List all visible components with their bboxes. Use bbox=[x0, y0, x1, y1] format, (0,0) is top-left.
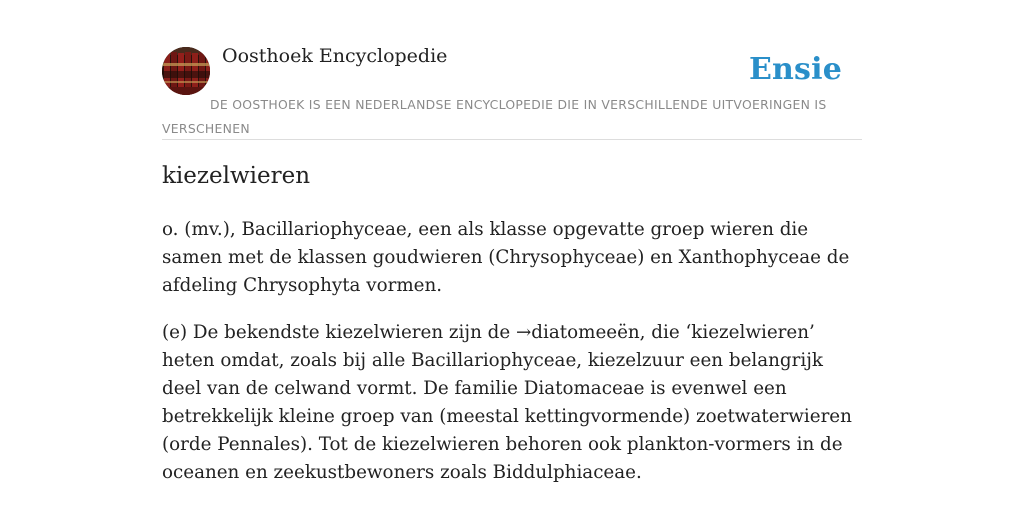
entry-paragraph-2: (e) De bekendste kiezelwieren zijn de →diatomeeën, die ‘kiezelwieren’ heten omdat, zoals bij alle Bacillariophyceae, kiezelzuur een belangrijk deel van de celwand vormt. De familie Diatomaceae is evenwel een betrekkelijk kleine groep van (meestal kettingvormende) zoetwaterwieren (orde Pennales). Tot de kiezelwieren behoren ook plankton-vormers in de oceanen en zeekustbewoners zoals Biddulphiaceae. bbox=[162, 322, 852, 483]
encyclopedia-books-icon[interactable] bbox=[162, 47, 210, 95]
source-tagline: DE OOSTHOEK IS EEN NEDERLANDSE ENCYCLOPEDIE DIE IN VERSCHILLENDE UITVOERINGEN IS VERSCHENEN bbox=[162, 97, 827, 136]
brand-logo[interactable]: Ensie bbox=[748, 52, 842, 87]
header-divider bbox=[162, 139, 862, 140]
source-name[interactable]: Oosthoek Encyclopedie bbox=[222, 45, 448, 67]
entry-paragraph-1: o. (mv.), Bacillariophyceae, een als klasse opgevatte groep wieren die samen met de klassen goudwieren (Chrysophyceae) en Xanthophyceae de afdeling Chrysophyta vormen. bbox=[162, 219, 850, 296]
entry-title: kiezelwieren bbox=[162, 163, 311, 189]
